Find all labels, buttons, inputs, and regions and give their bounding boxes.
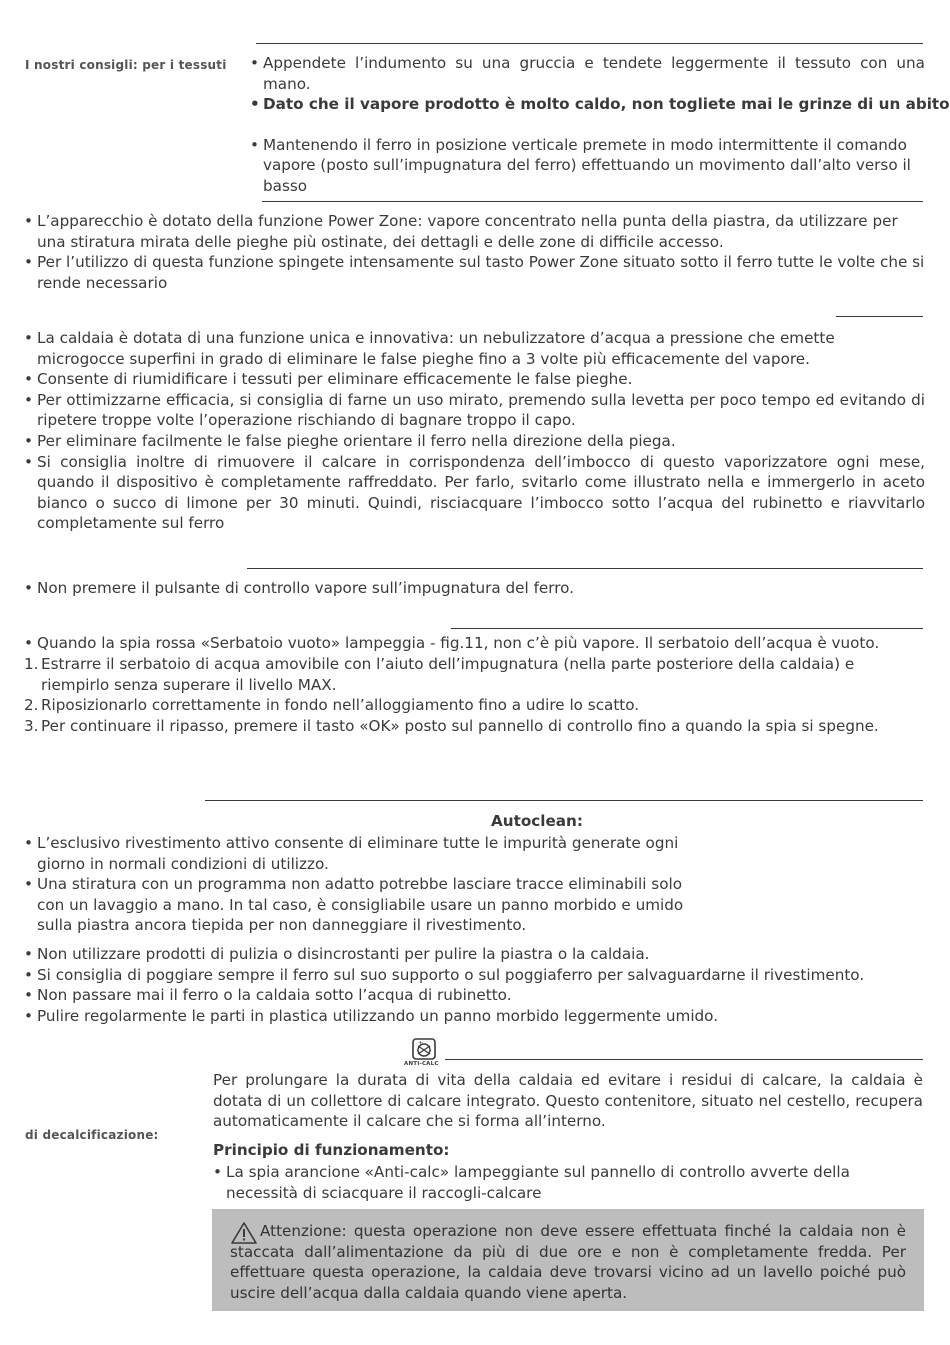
list-item: • Per eliminare facilmente le false pieghe orientare il ferro nella direzione della piega. [24, 431, 925, 452]
section-rule-nebulizzatore [836, 316, 923, 317]
anti-calc-icon-label: ANTI-CALC [404, 1061, 439, 1067]
controllo-vapore-list [24, 578, 925, 599]
list-item: • Appendete l’indumento su una gruccia e tendete leggermente il tessuto con una mano. [250, 53, 925, 94]
section-rule-autoclean [205, 800, 923, 801]
list-item: • Si consiglia inoltre di rimuovere il calcare in corrispondenza dell’imbocco di questo vaporizzatore ogni mese, quando il dispositivo è completamente raffreddato. Per farlo, svitarlo come illustrato nella e immergerlo in aceto bianco o succo di limone per 30 minuti. Quindi, risciacquare l’imbocco sotto l’acqua del rubinetto e riavvitarlo completamente sul ferro [24, 452, 925, 534]
autoclean-list-2 [24, 944, 925, 1026]
svg-text:+: + [418, 1040, 424, 1047]
step-item: 3. Per continuare il ripasso, premere il tasto «OK» posto sul pannello di controllo fino a quando la spia si spegne. [24, 716, 925, 737]
warning-box [212, 1209, 924, 1311]
list-item: • Dato che il vapore prodotto è molto caldo, non togliete mai le grinze di un abito [250, 94, 925, 115]
side-label-tessuti: I nostri consigli: per i tessuti [25, 58, 227, 72]
list-item: • Consente di riumidificare i tessuti per eliminare efficacemente le false pieghe. [24, 369, 925, 390]
section-rule-serbatoio [451, 628, 923, 629]
section-rule-anticalc [445, 1059, 923, 1060]
anticalc-list [213, 1162, 925, 1203]
anticalc-paragraph: Per prolungare la durata di vita della caldaia ed evitare i residui di calcare, la caldaia è dotata di un collettore di calcare integrato. Questo contenitore, situato nel cestello, recupera automaticamente il calcare che si forma all’interno. [213, 1071, 923, 1131]
section-rule-tessuti-end [262, 201, 923, 202]
anticalc-subtitle: Principio di funzionamento: [213, 1141, 450, 1159]
side-label-decalcificazione: di decalcificazione: [25, 1128, 159, 1142]
list-item: • La caldaia è dotata di una funzione unica e innovativa: un nebulizzatore d’acqua a pressione che emette microgocce superfini in grado di eliminare le false pieghe fino a 3 volte più efficacemente del vapore. [24, 328, 925, 369]
section-rule-tessuti [256, 43, 923, 44]
list-item: • Per l’utilizzo di questa funzione spingete intensamente sul tasto Power Zone situato sotto il ferro tutte le volte che si rende necessario [24, 252, 925, 293]
step-item: 2. Riposizionarlo correttamente in fondo nell’alloggiamento fino a udire lo scatto. [24, 695, 925, 716]
list-item: • Non utilizzare prodotti di pulizia o disincrostanti per pulire la piastra o la caldaia. [24, 944, 925, 965]
list-item: • Pulire regolarmente le parti in plastica utilizzando un panno morbido leggermente umido. [24, 1006, 925, 1027]
step-item: 1. Estrarre il serbatoio di acqua amovibile con l’aiuto dell’impugnatura (nella parte posteriore della caldaia) e riempirlo senza superare il livello MAX. [24, 654, 925, 695]
warning-text: Attenzione: questa operazione non deve essere effettuata finché la caldaia non è staccata dall’alimentazione da più di due ore e non è completamente fredda. Per effettuare questa operazione, la caldaia deve trovarsi vicino ad un lavello poiché può uscire dell’acqua dalla caldaia quando viene aperta. [230, 1222, 906, 1302]
section-rule-controllo [247, 568, 923, 569]
list-item: • Si consiglia di poggiare sempre il ferro sul suo supporto o sul poggiaferro per salvaguardarne il rivestimento. [24, 965, 925, 986]
list-item: • Quando la spia rossa «Serbatoio vuoto» lampeggia - fig.11, non c’è più vapore. Il serbatoio dell’acqua è vuoto. [24, 633, 925, 654]
list-item: • L’apparecchio è dotato della funzione Power Zone: vapore concentrato nella punta della piastra, da utilizzare per una stiratura mirata delle pieghe più ostinate, dei dettagli e delle zone di difficile accesso. [24, 211, 925, 252]
serbatoio-bullet-list [24, 633, 925, 654]
list-item: • Non passare mai il ferro o la caldaia sotto l’acqua di rubinetto. [24, 985, 925, 1006]
list-item: • Non premere il pulsante di controllo vapore sull’impugnatura del ferro. [24, 578, 925, 599]
power-zone-list [24, 211, 925, 293]
autoclean-list [24, 833, 692, 936]
list-item: • Una stiratura con un programma non adatto potrebbe lasciare tracce eliminabili solo con un lavaggio a mano. In tal caso, è consigliabile usare un panno morbido e umido sulla piastra ancora tiepida per non danneggiare il rivestimento. [24, 874, 692, 936]
tessuti-list [250, 53, 950, 197]
serbatoio-steps [24, 654, 925, 736]
list-item: • L’esclusivo rivestimento attivo consente di eliminare tutte le impurità generate ogni giorno in normali condizioni di utilizzo. [24, 833, 692, 874]
list-item: • La spia arancione «Anti-calc» lampeggiante sul pannello di controllo avverte della necessità di sciacquare il raccogli-calcare [213, 1162, 925, 1203]
list-item: • Mantenendo il ferro in posizione verticale premete in modo intermittente il comando vapore (posto sull’impugnatura del ferro) effettuando un movimento dall’alto verso il basso [250, 135, 925, 197]
list-item: • Per ottimizzarne efficacia, si consiglia di farne un uso mirato, premendo sulla levetta per poco tempo ed evitando di ripetere troppe volte l’operazione rischiando di bagnare troppo il capo. [24, 390, 925, 431]
autoclean-title: Autoclean: [491, 812, 583, 830]
nebulizzatore-list [24, 328, 925, 534]
